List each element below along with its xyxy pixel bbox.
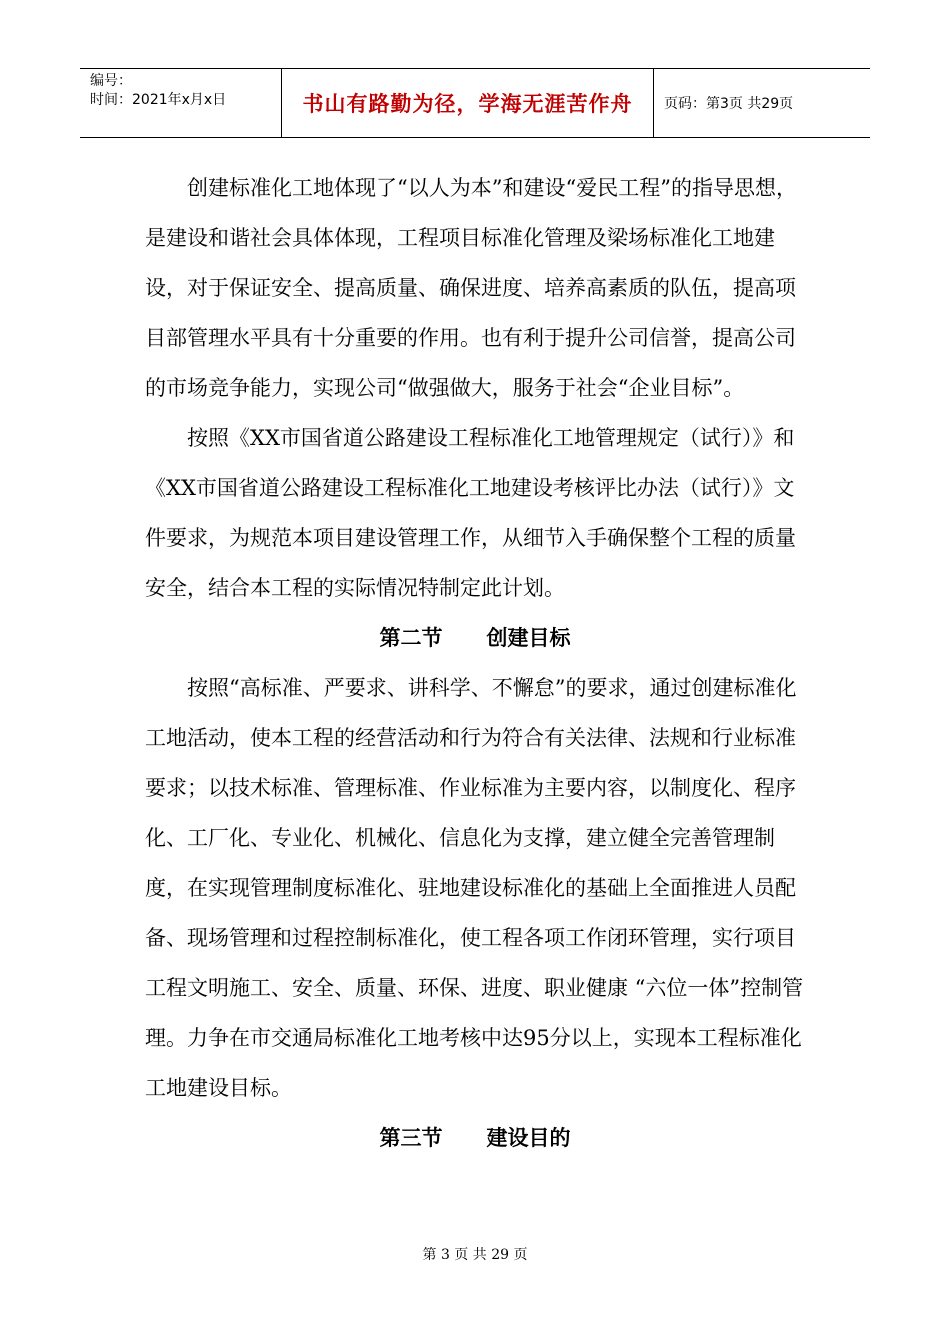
- document-date: 时间：2021年x月x日: [90, 92, 227, 108]
- header-motto: 书山有路勤为径，学海无涯苦作舟: [282, 69, 654, 137]
- paragraph-intro: 创建标准化工地体现了“以人为本”和建设“爱民工程”的指导思想，是建设和谐社会具体体现，工程项目标准化管理及梁场标准化工地建设，对于保证安全、提高质量、确保进度、培养高素质的队伍，提高项目部管理水平具有十分重要的作用。也有利于提升公司信誉，提高公司的市场竞争能力，实现公司“做强做大，服务于社会“企业目标”。: [145, 176, 797, 400]
- section-title: 建设目的: [486, 1125, 571, 1150]
- page-footer: 第 3 页 共 29 页: [422, 1247, 528, 1263]
- section-number: 第三节: [379, 1125, 443, 1150]
- document-body: [145, 163, 805, 1163]
- header-page-info: 页码：第3页 共29页: [664, 96, 794, 112]
- section-heading-2: [145, 613, 805, 663]
- page-header: [80, 68, 870, 138]
- header-meta: [80, 69, 282, 137]
- section-number: 第二节: [379, 625, 443, 650]
- section-heading-3: [145, 1113, 805, 1163]
- section-title: 创建目标: [486, 625, 571, 650]
- paragraph-basis: 按照《XX市国省道公路建设工程标准化工地管理规定（试行）》和《XX市国省道公路建设工程标准化工地建设考核评比办法（试行）》文件要求，为规范本项目建设管理工作，从细节入手确保整个工程的质量安全，结合本工程的实际情况特制定此计划。: [145, 426, 796, 600]
- document-number-label: 编号：: [90, 73, 132, 89]
- paragraph-goals: 按照“高标准、严要求、讲科学、不懈怠”的要求，通过创建标准化工地活动，使本工程的经营活动和行为符合有关法律、法规和行业标准要求；以技术标准、管理标准、作业标准为主要内容，以制度化、程序化、工厂化、专业化、机械化、信息化为支撑，建立健全完善管理制度，在实现管理制度标准化、驻地建设标准化的基础上全面推进人员配备、现场管理和过程控制标准化，使工程各项工作闭环管理，实行项目工程文明施工、安全、质量、环保、进度、职业健康 “六位一体”控制管理。力争在市交通局标准化工地考核中达95分以上，实现本工程标准化工地建设目标。: [145, 676, 804, 1100]
